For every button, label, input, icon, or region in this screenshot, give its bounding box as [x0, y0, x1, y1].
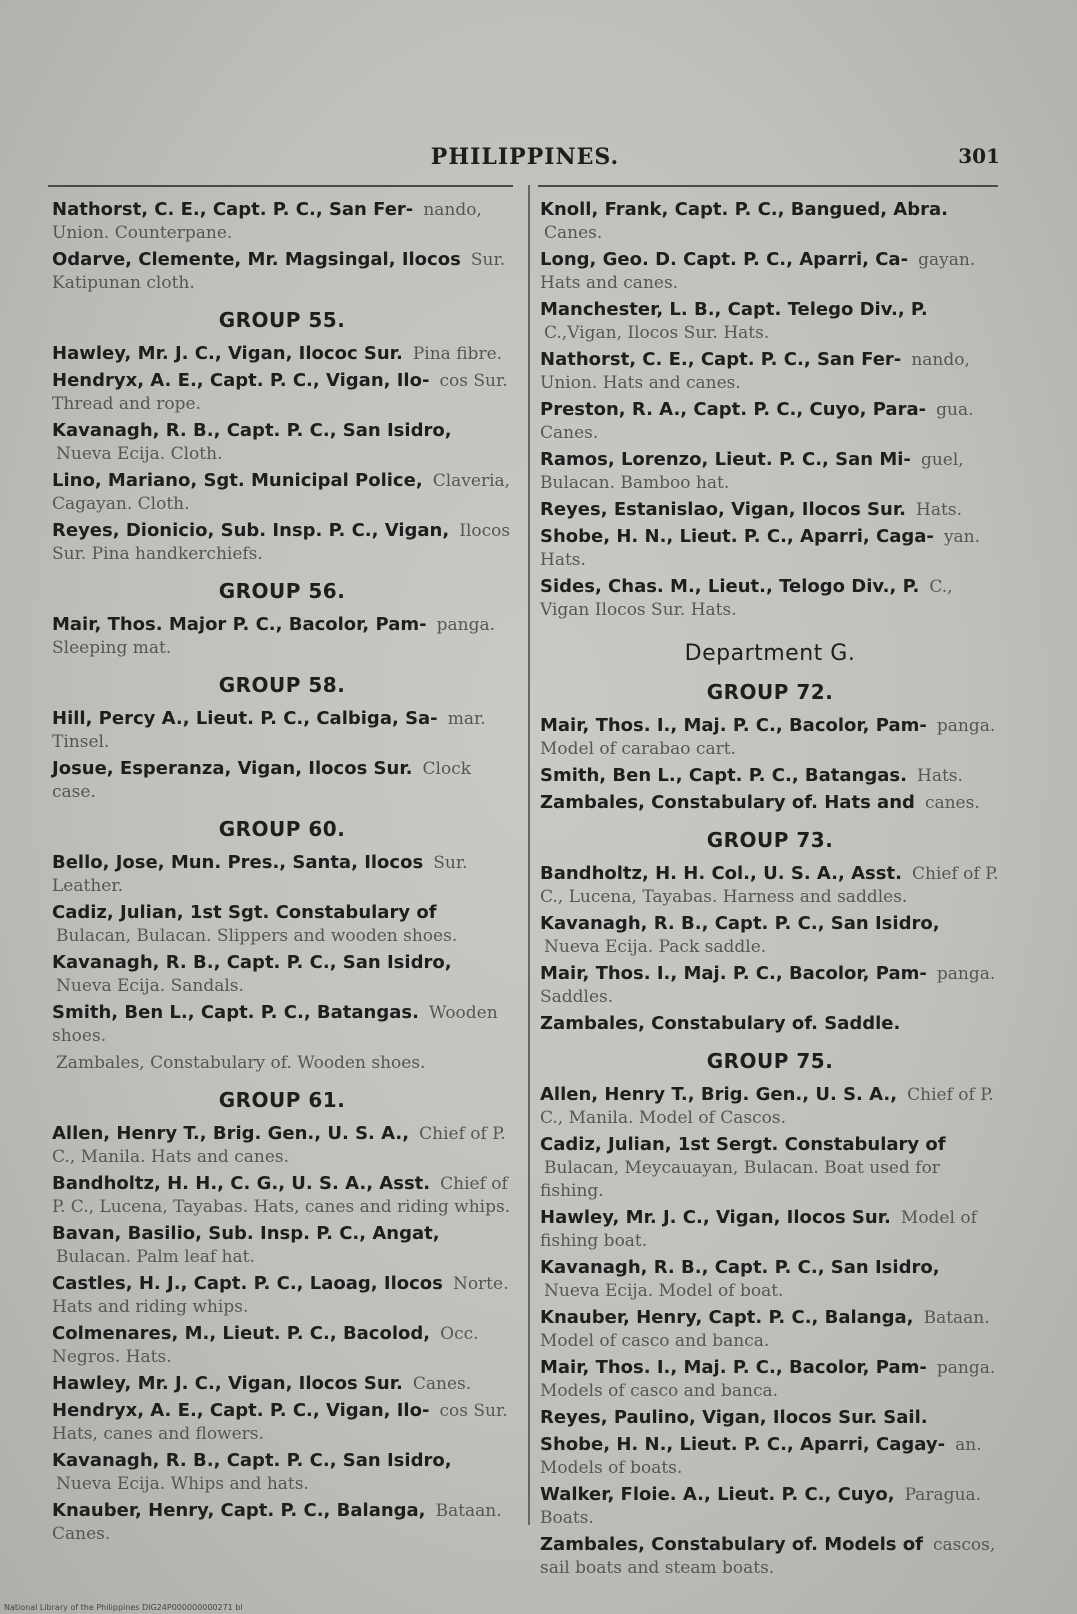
group-heading: GROUP 60.: [218, 817, 346, 841]
exhibitor-name: Allen, Henry T., Brig. Gen., U. S. A.,: [540, 1084, 898, 1105]
column-divider: [528, 185, 530, 1525]
exhibitor-entry: [540, 498, 1000, 521]
exhibit-description: canes.: [924, 793, 980, 813]
exhibitor-entry: [540, 198, 1000, 244]
exhibitor-name: Mair, Thos. I., Maj. P. C., Bacolor, Pam-: [540, 715, 927, 736]
exhibit-description: Nueva Ecija. Pack saddle.: [544, 937, 767, 957]
exhibitor-name: Kavanagh, R. B., Capt. P. C., San Isidro,: [540, 913, 940, 934]
exhibitor-name: Smith, Ben L., Capt. P. C., Batangas.: [52, 1002, 419, 1023]
exhibitor-name: Bandholtz, H. H., C. G., U. S. A., Asst.: [52, 1173, 431, 1194]
exhibitor-entry: [52, 757, 512, 803]
exhibit-description: Sur. Leather.: [52, 853, 468, 896]
exhibitor-entry: [52, 1001, 512, 1047]
exhibit-description: Canes.: [544, 223, 603, 243]
exhibitor-name: Zambales, Constabulary of. Models of: [540, 1534, 923, 1555]
exhibitor-name: Reyes, Estanislao, Vigan, Ilocos Sur.: [540, 499, 906, 520]
exhibitor-name: Bavan, Basilio, Sub. Insp. P. C., Angat,: [52, 1223, 440, 1244]
exhibitor-entry: [52, 1122, 512, 1168]
exhibit-description: Hats.: [916, 500, 962, 520]
exhibitor-entry: [540, 962, 1000, 1008]
exhibitor-name: Mair, Thos. Major P. C., Bacolor, Pam-: [52, 614, 427, 635]
exhibitor-name: Hawley, Mr. J. C., Vigan, Ilocos Sur.: [540, 1207, 891, 1228]
exhibit-description: Pina fibre.: [412, 344, 503, 364]
exhibitor-name: Smith, Ben L., Capt. P. C., Batangas.: [540, 765, 907, 786]
exhibit-description: Zambales, Constabulary of. Wooden shoes.: [56, 1053, 426, 1073]
left-column: [52, 198, 512, 1549]
exhibitor-name: Hendryx, A. E., Capt. P. C., Vigan, Ilo-: [52, 370, 430, 391]
exhibitor-entry: [540, 525, 1000, 571]
group-heading: GROUP 75.: [706, 1049, 834, 1073]
exhibit-description: Wooden shoes.: [52, 1003, 498, 1046]
exhibitor-entry: [52, 419, 512, 465]
exhibitor-name: Kavanagh, R. B., Capt. P. C., San Isidro,: [540, 1257, 940, 1278]
exhibitor-entry: [540, 1083, 1000, 1129]
exhibitor-entry: [52, 1051, 512, 1074]
exhibitor-entry: [52, 1172, 512, 1218]
exhibitor-entry: [540, 714, 1000, 760]
exhibit-description: Paragua. Boats.: [540, 1485, 982, 1528]
exhibit-description: cos Sur. Hats, canes and flowers.: [52, 1401, 508, 1444]
exhibitor-entry: [540, 912, 1000, 958]
exhibitor-name: Mair, Thos. I., Maj. P. C., Bacolor, Pam-: [540, 1357, 927, 1378]
exhibit-description: Nueva Ecija. Sandals.: [56, 976, 244, 996]
exhibitor-entry: [540, 398, 1000, 444]
exhibit-description: panga. Model of carabao cart.: [540, 716, 996, 759]
exhibitor-name: Hawley, Mr. J. C., Vigan, Ilococ Sur.: [52, 343, 403, 364]
exhibit-description: an. Models of boats.: [540, 1435, 982, 1478]
exhibit-description: Sur. Katipunan cloth.: [52, 250, 506, 293]
page-header: [50, 144, 1000, 174]
exhibit-description: nando, Union. Hats and canes.: [540, 350, 970, 393]
exhibit-description: gua. Canes.: [540, 400, 974, 443]
exhibitor-entry: [540, 1356, 1000, 1402]
exhibit-description: C.,Vigan, Ilocos Sur. Hats.: [544, 323, 770, 343]
exhibitor-name: Manchester, L. B., Capt. Telego Div., P.: [540, 299, 928, 320]
exhibitor-name: Lino, Mariano, Sgt. Municipal Police,: [52, 470, 423, 491]
exhibit-description: Bataan. Model of casco and banca.: [540, 1308, 990, 1351]
exhibitor-name: Reyes, Paulino, Vigan, Ilocos Sur. Sail.: [540, 1407, 928, 1428]
exhibitor-entry: [540, 348, 1000, 394]
exhibitor-name: Walker, Floie. A., Lieut. P. C., Cuyo,: [540, 1484, 895, 1505]
exhibitor-entry: [540, 862, 1000, 908]
exhibitor-entry: [52, 1372, 512, 1395]
exhibitor-name: Knauber, Henry, Capt. P. C., Balanga,: [540, 1307, 914, 1328]
exhibitor-name: Nathorst, C. E., Capt. P. C., San Fer-: [52, 199, 414, 220]
exhibitor-entry: [540, 1133, 1000, 1202]
exhibitor-entry: [52, 1272, 512, 1318]
exhibitor-entry: [540, 764, 1000, 787]
exhibit-description: Chief of P. C., Lucena, Tayabas. Harness and saddles.: [540, 864, 999, 907]
exhibitor-name: Long, Geo. D. Capt. P. C., Aparri, Ca-: [540, 249, 909, 270]
exhibit-description: Chief of P. C., Manila. Hats and canes.: [52, 1124, 506, 1167]
exhibitor-name: Kavanagh, R. B., Capt. P. C., San Isidro,: [52, 1450, 452, 1471]
exhibitor-entry: [540, 248, 1000, 294]
exhibit-description: Bulacan, Meycauayan, Bulacan. Boat used for fishing.: [540, 1158, 940, 1201]
exhibitor-name: Kavanagh, R. B., Capt. P. C., San Isidro,: [52, 420, 452, 441]
department-heading: Department G.: [684, 641, 856, 666]
header-rule-right: [538, 185, 998, 187]
exhibit-description: Nueva Ecija. Whips and hats.: [56, 1474, 309, 1494]
exhibitor-entry: [540, 1256, 1000, 1302]
exhibit-description: Nueva Ecija. Model of boat.: [544, 1281, 784, 1301]
header-rule-left: [48, 185, 513, 187]
exhibitor-name: Cadiz, Julian, 1st Sergt. Constabulary of: [540, 1134, 946, 1155]
page-number: 301: [958, 144, 1000, 168]
exhibitor-name: Ramos, Lorenzo, Lieut. P. C., San Mi-: [540, 449, 911, 470]
exhibit-description: cos Sur. Thread and rope.: [52, 371, 508, 414]
exhibitor-name: Hill, Percy A., Lieut. P. C., Calbiga, Sa-: [52, 708, 438, 729]
exhibit-description: mar. Tinsel.: [52, 709, 486, 752]
exhibitor-entry: [52, 613, 512, 659]
running-title: PHILIPPINES.: [430, 144, 620, 170]
exhibitor-entry: [52, 469, 512, 515]
exhibit-description: cascos, sail boats and steam boats.: [540, 1535, 996, 1578]
exhibitor-entry: [52, 198, 512, 244]
exhibitor-entry: [540, 298, 1000, 344]
exhibit-description: yan. Hats.: [540, 527, 981, 570]
exhibitor-name: Shobe, H. N., Lieut. P. C., Aparri, Cagay-: [540, 1434, 946, 1455]
exhibitor-entry: [52, 1499, 512, 1545]
scan-footer: National Library of the Philippines DIG24P000000000271 bl: [4, 1603, 243, 1612]
exhibitor-entry: [52, 707, 512, 753]
exhibitor-entry: [52, 1322, 512, 1368]
exhibitor-entry: [52, 1449, 512, 1495]
exhibit-description: C., Vigan Ilocos Sur. Hats.: [540, 577, 953, 620]
exhibit-description: guel, Bulacan. Bamboo hat.: [540, 450, 964, 493]
group-heading: GROUP 58.: [218, 673, 346, 697]
exhibitor-entry: [52, 901, 512, 947]
exhibitor-name: Colmenares, M., Lieut. P. C., Bacolod,: [52, 1323, 431, 1344]
exhibitor-name: Sides, Chas. M., Lieut., Telogo Div., P.: [540, 576, 920, 597]
exhibit-description: Bataan. Canes.: [52, 1501, 502, 1544]
exhibitor-entry: [540, 1306, 1000, 1352]
exhibit-description: Bulacan. Palm leaf hat.: [56, 1247, 255, 1267]
exhibitor-entry: [540, 1012, 1000, 1035]
exhibitor-entry: [540, 575, 1000, 621]
exhibitor-entry: [540, 448, 1000, 494]
group-heading: GROUP 55.: [218, 308, 346, 332]
exhibit-description: Clock case.: [52, 759, 472, 802]
exhibitor-entry: [540, 791, 1000, 814]
group-heading: GROUP 73.: [706, 828, 834, 852]
right-column: [540, 198, 1000, 1583]
exhibitor-entry: [52, 519, 512, 565]
exhibit-description: gayan. Hats and canes.: [540, 250, 976, 293]
exhibit-description: Norte. Hats and riding whips.: [52, 1274, 509, 1317]
exhibitor-entry: [540, 1206, 1000, 1252]
exhibitor-name: Cadiz, Julian, 1st Sgt. Constabulary of: [52, 902, 437, 923]
exhibitor-name: Zambales, Constabulary of. Saddle.: [540, 1013, 901, 1034]
exhibitor-name: Preston, R. A., Capt. P. C., Cuyo, Para-: [540, 399, 927, 420]
exhibitor-name: Nathorst, C. E., Capt. P. C., San Fer-: [540, 349, 902, 370]
exhibitor-entry: [540, 1433, 1000, 1479]
exhibitor-name: Hendryx, A. E., Capt. P. C., Vigan, Ilo-: [52, 1400, 430, 1421]
exhibit-description: panga. Models of casco and banca.: [540, 1358, 996, 1401]
exhibitor-name: Zambales, Constabulary of. Hats and: [540, 792, 915, 813]
exhibitor-name: Mair, Thos. I., Maj. P. C., Bacolor, Pam-: [540, 963, 927, 984]
exhibitor-name: Castles, H. J., Capt. P. C., Laoag, Ilocos: [52, 1273, 443, 1294]
exhibit-description: panga. Sleeping mat.: [52, 615, 496, 658]
exhibitor-name: Knoll, Frank, Capt. P. C., Bangued, Abra.: [540, 199, 948, 220]
exhibitor-entry: [52, 951, 512, 997]
exhibitor-name: Shobe, H. N., Lieut. P. C., Aparri, Caga-: [540, 526, 934, 547]
exhibit-description: Canes.: [412, 1374, 472, 1394]
exhibitor-entry: [52, 1399, 512, 1445]
exhibitor-entry: [52, 1222, 512, 1268]
exhibitor-name: Odarve, Clemente, Mr. Magsingal, Ilocos: [52, 249, 461, 270]
exhibitor-name: Allen, Henry T., Brig. Gen., U. S. A.,: [52, 1123, 410, 1144]
exhibitor-name: Kavanagh, R. B., Capt. P. C., San Isidro,: [52, 952, 452, 973]
exhibit-description: Chief of P. C., Lucena, Tayabas. Hats, canes and riding whips.: [52, 1174, 511, 1217]
exhibit-description: Bulacan, Bulacan. Slippers and wooden shoes.: [56, 926, 458, 946]
group-heading: GROUP 56.: [218, 579, 346, 603]
exhibit-description: Model of fishing boat.: [540, 1208, 977, 1251]
exhibitor-entry: [540, 1406, 1000, 1429]
exhibitor-name: Bandholtz, H. H. Col., U. S. A., Asst.: [540, 863, 902, 884]
exhibit-description: panga. Saddles.: [540, 964, 996, 1007]
group-heading: GROUP 61.: [218, 1088, 346, 1112]
exhibit-description: Ilocos Sur. Pina handkerchiefs.: [52, 521, 511, 564]
exhibitor-name: Reyes, Dionicio, Sub. Insp. P. C., Vigan,: [52, 520, 450, 541]
exhibitor-name: Bello, Jose, Mun. Pres., Santa, Ilocos: [52, 852, 424, 873]
group-heading: GROUP 72.: [706, 680, 834, 704]
exhibitor-name: Hawley, Mr. J. C., Vigan, Ilocos Sur.: [52, 1373, 403, 1394]
exhibit-description: Claveria, Cagayan. Cloth.: [52, 471, 511, 514]
exhibitor-entry: [52, 342, 512, 365]
exhibitor-entry: [52, 851, 512, 897]
exhibitor-entry: [540, 1483, 1000, 1529]
exhibit-description: nando, Union. Counterpane.: [52, 200, 482, 243]
exhibit-description: Nueva Ecija. Cloth.: [56, 444, 223, 464]
exhibit-description: Chief of P. C., Manila. Model of Cascos.: [540, 1085, 994, 1128]
exhibitor-entry: [540, 1533, 1000, 1579]
exhibitor-name: Josue, Esperanza, Vigan, Ilocos Sur.: [52, 758, 413, 779]
exhibit-description: Occ. Negros. Hats.: [52, 1324, 479, 1367]
exhibitor-name: Knauber, Henry, Capt. P. C., Balanga,: [52, 1500, 426, 1521]
exhibitor-entry: [52, 248, 512, 294]
exhibitor-entry: [52, 369, 512, 415]
exhibit-description: Hats.: [917, 766, 963, 786]
